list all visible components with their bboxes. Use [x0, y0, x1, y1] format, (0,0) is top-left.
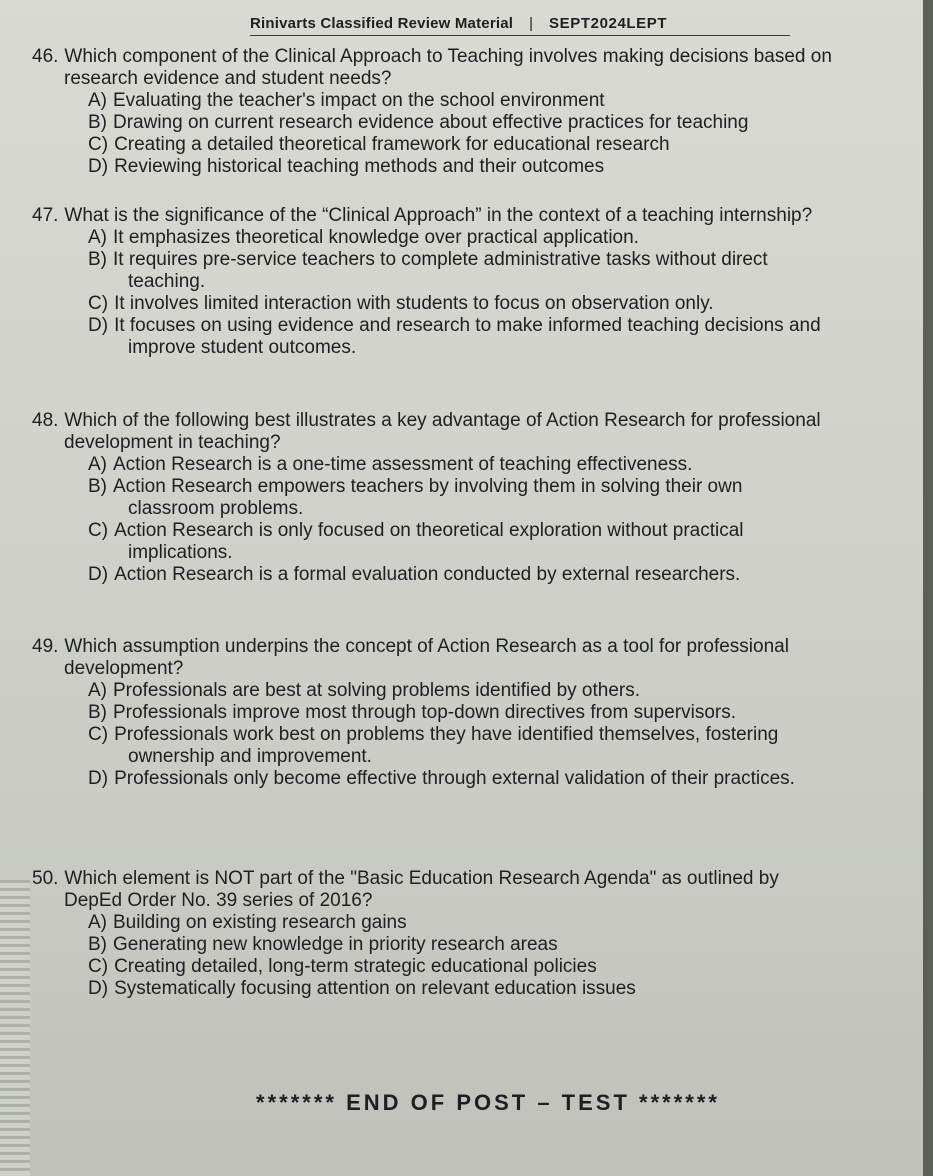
option-text: Professionals work best on problems they have identified themselves, fostering ownership and improvement.	[114, 724, 779, 767]
option-text: Creating a detailed theoretical framework for educational research	[114, 134, 670, 155]
option-c	[88, 520, 832, 564]
question-stem	[32, 410, 832, 454]
question-49	[32, 636, 832, 790]
question-number: 47.	[32, 205, 59, 226]
option-letter: B)	[88, 112, 107, 133]
option-c	[88, 293, 832, 315]
option-d	[88, 978, 832, 1000]
question-50	[32, 868, 832, 1000]
option-text: Systematically focusing attention on relevant education issues	[114, 978, 636, 999]
option-text: Professionals improve most through top-down directives from supervisors.	[113, 702, 737, 723]
option-d	[88, 564, 832, 586]
question-47	[32, 205, 832, 359]
option-letter: A)	[88, 227, 107, 248]
question-46	[32, 46, 832, 178]
option-letter: A)	[88, 680, 107, 701]
question-number: 48.	[32, 410, 59, 431]
option-letter: A)	[88, 454, 107, 475]
question-stem	[32, 46, 832, 90]
option-letter: C)	[88, 724, 109, 745]
option-text: It requires pre-service teachers to complete administrative tasks without direct teaching.	[113, 249, 768, 292]
option-b	[88, 934, 832, 956]
question-stem	[32, 205, 832, 227]
option-a	[88, 90, 832, 112]
option-text: Drawing on current research evidence about effective practices for teaching	[113, 112, 749, 133]
option-d	[88, 156, 832, 178]
option-list	[32, 680, 832, 790]
question-stem	[32, 868, 832, 912]
option-letter: B)	[88, 934, 107, 955]
option-letter: C)	[88, 293, 109, 314]
header-code: SEPT2024LEPT	[549, 15, 668, 32]
option-letter: B)	[88, 476, 107, 497]
question-number: 50.	[32, 868, 59, 889]
option-letter: D)	[88, 315, 109, 336]
option-b	[88, 249, 832, 293]
option-b	[88, 702, 832, 724]
option-text: Creating detailed, long-term strategic educational policies	[114, 956, 597, 977]
page-edge-shadow	[923, 0, 933, 1176]
option-text: Evaluating the teacher's impact on the school environment	[113, 90, 605, 111]
option-c	[88, 956, 832, 978]
option-text: Professionals are best at solving problems identified by others.	[113, 680, 640, 701]
option-b	[88, 476, 832, 520]
option-text: Reviewing historical teaching methods and their outcomes	[114, 156, 605, 177]
option-letter: A)	[88, 912, 107, 933]
question-number: 49.	[32, 636, 59, 657]
option-letter: C)	[88, 956, 109, 977]
option-text: It emphasizes theoretical knowledge over practical application.	[113, 227, 639, 248]
option-letter: D)	[88, 978, 109, 999]
option-list	[32, 227, 832, 359]
page-header	[250, 2, 790, 36]
option-letter: D)	[88, 156, 109, 177]
option-text: Building on existing research gains	[113, 912, 407, 933]
option-d	[88, 315, 832, 359]
question-number: 46.	[32, 46, 59, 67]
option-letter: C)	[88, 520, 109, 541]
question-text: Which component of the Clinical Approach to Teaching involves making decisions based on research evidence and student needs?	[64, 46, 832, 89]
option-letter: B)	[88, 702, 107, 723]
option-a	[88, 912, 832, 934]
header-label: Rinivarts Classified Review Material	[250, 15, 514, 32]
option-text: It focuses on using evidence and research to make informed teaching decisions and improve student outcomes.	[114, 315, 821, 358]
option-list	[32, 912, 832, 1000]
option-text: Action Research is a formal evaluation conducted by external researchers.	[114, 564, 741, 585]
question-text: Which assumption underpins the concept of Action Research as a tool for professional development?	[64, 636, 789, 679]
option-a	[88, 454, 832, 476]
option-text: Action Research is only focused on theoretical exploration without practical implications.	[114, 520, 744, 563]
option-text: Professionals only become effective through external validation of their practices.	[114, 768, 795, 789]
option-letter: D)	[88, 768, 109, 789]
header-separator: |	[529, 15, 534, 32]
option-c	[88, 724, 832, 768]
question-text: What is the significance of the “Clinical Approach” in the context of a teaching internship?	[64, 205, 813, 226]
option-b	[88, 112, 832, 134]
option-text: Action Research is a one-time assessment of teaching effectiveness.	[113, 454, 693, 475]
option-letter: A)	[88, 90, 107, 111]
question-48	[32, 410, 832, 586]
question-text: Which element is NOT part of the "Basic Education Research Agenda" as outlined by DepEd Order No. 39 series of 2016?	[64, 868, 779, 911]
option-letter: B)	[88, 249, 107, 270]
option-list	[32, 90, 832, 178]
option-c	[88, 134, 832, 156]
option-letter: C)	[88, 134, 109, 155]
option-list	[32, 454, 832, 586]
option-text: Generating new knowledge in priority research areas	[113, 934, 558, 955]
option-text: Action Research empowers teachers by involving them in solving their own classroom problems.	[113, 476, 743, 519]
option-a	[88, 227, 832, 249]
option-a	[88, 680, 832, 702]
question-text: Which of the following best illustrates a key advantage of Action Research for professional development in teaching?	[64, 410, 821, 453]
option-letter: D)	[88, 564, 109, 585]
binder-edge	[0, 880, 30, 1176]
end-of-test-banner: ******* END OF POST – TEST *******	[256, 1090, 720, 1115]
question-stem	[32, 636, 832, 680]
option-d	[88, 768, 832, 790]
option-text: It involves limited interaction with students to focus on observation only.	[114, 293, 714, 314]
